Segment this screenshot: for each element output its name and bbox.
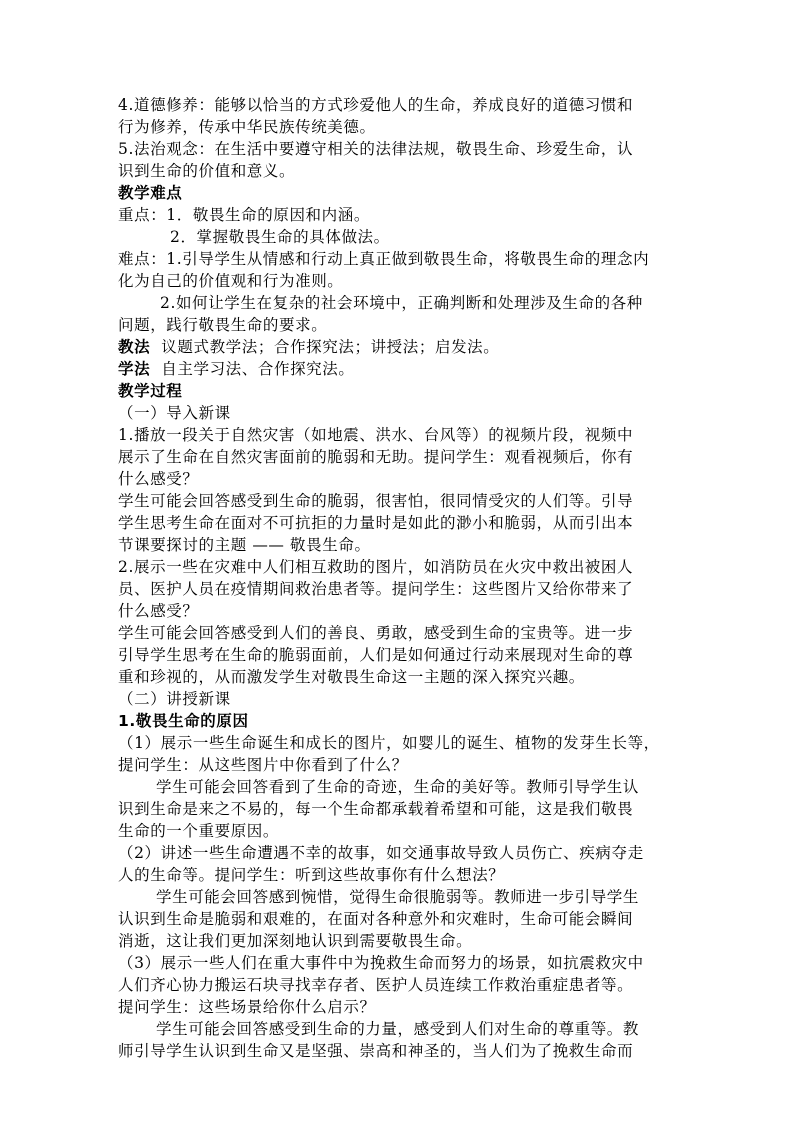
text-line: 师引导学生认识到生命又是坚强、崇高和神圣的，当人们为了挽救生命而 (118, 1042, 634, 1060)
text-line: 识到生命是来之不易的，每一个生命都承载着希望和可能，这是我们敬畏 (118, 800, 634, 818)
text-line: （3）展示一些人们在重大事件中为挽救生命而努力的场景，如抗震救灾中 (118, 954, 644, 972)
text-line: 人的生命等。提问学生：听到这些故事你有什么想法？ (118, 866, 505, 884)
text-line: 人们齐心协力搬运石块寻找幸存者、医护人员连续工作救治重症患者等。 (118, 976, 634, 994)
text-line: 重点：1．敬畏生命的原因和内涵。 (118, 206, 370, 224)
text-line: 提问学生：从这些图片中你看到了什么？ (118, 756, 408, 774)
text-line: 2．掌握敬畏生命的具体做法。 (170, 228, 390, 246)
text-line: 什么感受？ (118, 602, 199, 620)
text-line: 1.播放一段关于自然灾害（如地震、洪水、台风等）的视频片段，视频中 (118, 426, 634, 444)
text-line: 行为修养，传承中华民族传统美德。 (118, 118, 376, 136)
text-line: 重和珍视的，从而激发学生对敬畏生命这一主题的深入探究兴趣。 (118, 668, 585, 686)
subheading-new-lesson: （二）讲授新课 (118, 690, 231, 708)
text-line: 学生思考生命在面对不可抗拒的力量时是如此的渺小和脆弱，从而引出本 (118, 514, 634, 532)
text-line: 识到生命的价值和意义。 (118, 162, 296, 180)
text-line: 消逝，这让我们更加深刻地认识到需要敬畏生命。 (118, 932, 473, 950)
text-line: 什么感受？ (118, 470, 199, 488)
text-line: 2.如何让学生在复杂的社会环境中，正确判断和处理涉及生命的各种 (160, 294, 643, 312)
section-heading-difficulty: 教学难点 (118, 184, 183, 202)
learning-method-text: 自主学习法、合作探究法。 (161, 360, 355, 378)
text-line: 引导学生思考在生命的脆弱面前，人们是如何通过行动来展现对生命的尊 (118, 646, 634, 664)
text-line: 问题，践行敬畏生命的要求。 (118, 316, 328, 334)
text-line: （1）展示一些生命诞生和成长的图片，如婴儿的诞生、植物的发芽生长等， (118, 734, 660, 752)
teaching-method-text: 议题式教学法；合作探究法；讲授法；启发法。 (161, 338, 500, 356)
text-line: 学生可能会回答感到惋惜，觉得生命很脆弱等。教师进一步引导学生 (156, 888, 640, 906)
text-line: 学生可能会回答感受到人们的善良、勇敢，感受到生命的宝贵等。进一步 (118, 624, 634, 642)
teaching-method-label: 教法 (118, 338, 151, 356)
text-line: 2.展示一些在灾难中人们相互救助的图片，如消防员在火灾中救出被困人 (118, 558, 634, 576)
text-line: 生命的一个重要原因。 (118, 822, 280, 840)
learning-method-line (118, 358, 354, 380)
text-line: 提问学生：这些场景给你什么启示？ (118, 998, 376, 1016)
section-heading-process: 教学过程 (118, 382, 183, 400)
text-line: 学生可能会回答感受到生命的脆弱，很害怕，很同情受灾的人们等。引导 (118, 492, 634, 510)
subheading-reasons: 1.敬畏生命的原因 (118, 712, 249, 730)
text-line: （2）讲述一些生命遭遇不幸的故事，如交通事故导致人员伤亡、疾病夺走 (118, 844, 644, 862)
text-line: 认识到生命是脆弱和艰难的，在面对各种意外和灾难时，生命可能会瞬间 (118, 910, 634, 928)
text-line: 展示了生命在自然灾害面前的脆弱和无助。提问学生：观看视频后，你有 (118, 448, 634, 466)
learning-method-label: 学法 (118, 360, 151, 378)
text-line: 化为自己的价值观和行为准则。 (118, 272, 344, 290)
teaching-method-line (118, 336, 499, 358)
text-line: 难点：1.引导学生从情感和行动上真正做到敬畏生命，将敬畏生命的理念内 (118, 250, 650, 268)
text-line: 5.法治观念：在生活中要遵守相关的法律法规，敬畏生命、珍爱生命，认 (118, 140, 634, 158)
text-line: 学生可能会回答看到了生命的奇迹，生命的美好等。教师引导学生认 (156, 778, 640, 796)
text-line: 学生可能会回答感受到生命的力量，感受到人们对生命的尊重等。教 (156, 1020, 640, 1038)
text-line: 4.道德修养：能够以恰当的方式珍爱他人的生命，养成良好的道德习惯和 (118, 96, 634, 114)
text-line: 节课要探讨的主题 —— 敬畏生命。 (118, 536, 371, 554)
text-line: 员、医护人员在疫情期间救治患者等。提问学生：这些图片又给你带来了 (118, 580, 634, 598)
subheading-intro: （一）导入新课 (118, 404, 231, 422)
